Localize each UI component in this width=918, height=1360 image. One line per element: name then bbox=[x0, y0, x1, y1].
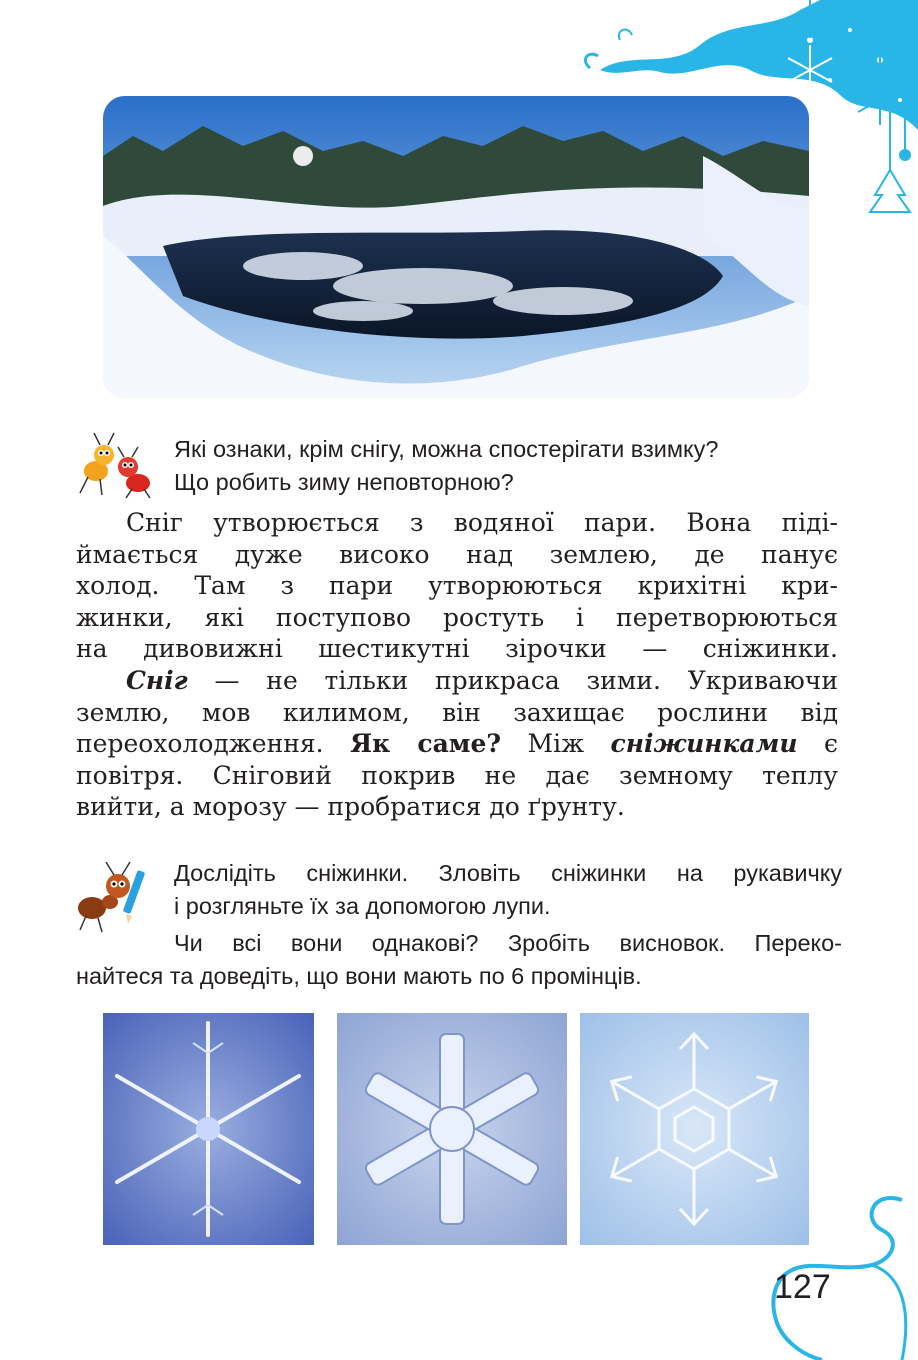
snowflake-photo-1 bbox=[103, 1013, 314, 1245]
text-line: землю, мов килимом, він захищає рослини від bbox=[76, 697, 838, 727]
text-fragment: — не тільки прикраса зими. Укриваючи bbox=[187, 665, 838, 695]
text-line: холод. Там з пари утворюються крихітні кри- bbox=[76, 571, 838, 601]
task-line: Які ознаки, крім снігу, можна спостерігати взимку? bbox=[174, 436, 719, 462]
ants-icon bbox=[76, 427, 160, 499]
task-line: Дослідіть сніжинки. Зловіть сніжинки на рукавичку bbox=[174, 860, 842, 886]
task-line: найтеся та доведіть, що вони мають по 6 промінців. bbox=[76, 963, 642, 989]
term-snow: Сніг bbox=[126, 665, 188, 695]
text-line: жинки, які поступово ростуть і перетворюються bbox=[76, 602, 838, 632]
text-line bbox=[76, 728, 838, 760]
ant-with-pencil-icon bbox=[74, 858, 154, 934]
text-line: вийти, а морозу — пробратися до ґрунту. bbox=[76, 792, 625, 822]
task-line: Що робить зиму неповторною? bbox=[174, 469, 514, 495]
text-fragment: є bbox=[797, 729, 838, 759]
snowflake-photo-2 bbox=[337, 1013, 567, 1245]
text-line: повітря. Сніговий покрив не дає земному теплу bbox=[76, 760, 838, 790]
term-snowflakes: сніжинками bbox=[610, 729, 798, 759]
task-line: Чи всі вони однакові? Зробіть висновок. Переко- bbox=[174, 930, 842, 956]
task-question-block bbox=[174, 433, 854, 499]
text-fragment: переохолодження. bbox=[76, 729, 324, 759]
text-fragment: Між bbox=[501, 729, 611, 759]
christmas-tree-icon bbox=[870, 170, 910, 212]
task-conclusion-block bbox=[76, 927, 842, 993]
page-number: 127 bbox=[774, 1268, 831, 1306]
task-research-block bbox=[174, 857, 842, 923]
text-line: на дивовижні шестикутні зірочки — сніжинки. bbox=[76, 634, 838, 664]
main-text bbox=[76, 507, 838, 823]
text-line bbox=[76, 665, 838, 697]
question-phrase: Як саме? bbox=[350, 729, 502, 759]
task-line: і розгляньте їх за допомогою лупи. bbox=[174, 893, 551, 919]
text-line: Сніг утворюється з водяної пари. Вона піді- bbox=[126, 508, 838, 537]
winter-landscape-photo bbox=[103, 96, 809, 398]
text-line: ймається дуже високо над землею, де панує bbox=[76, 539, 838, 569]
